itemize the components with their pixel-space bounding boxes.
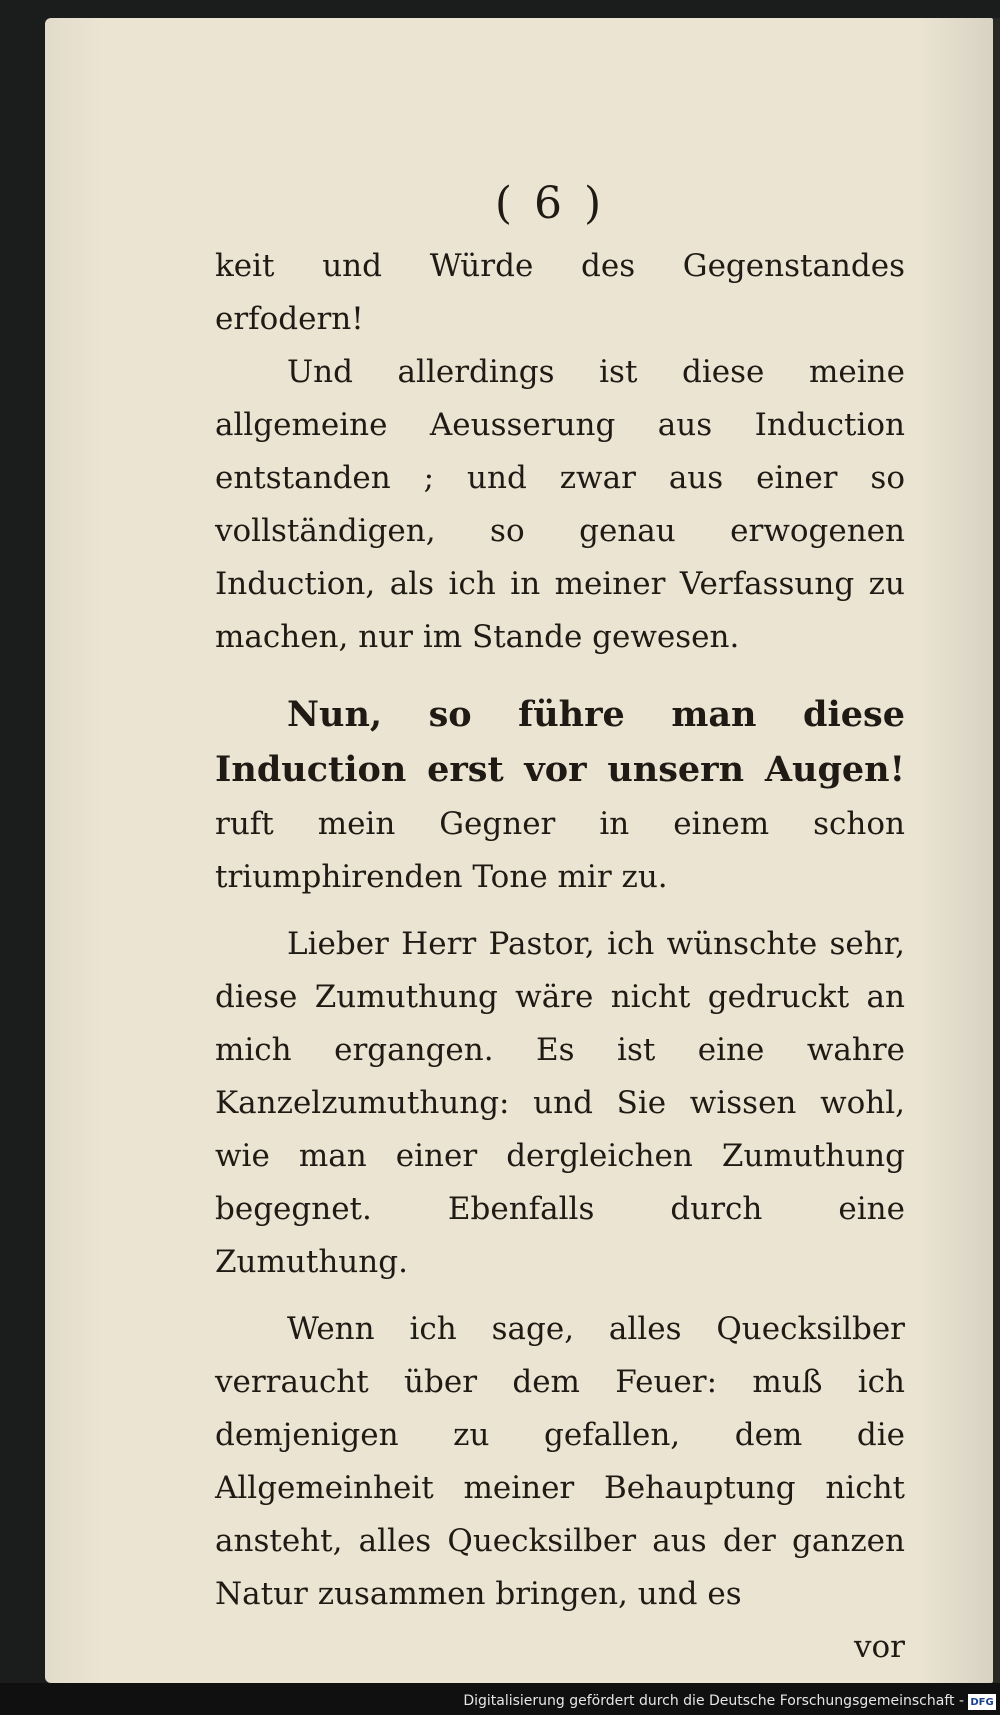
- dfg-logo-icon: DFG: [968, 1694, 996, 1710]
- paragraph-3: [215, 688, 905, 904]
- paragraph-1: keit und Würde des Gegenstandes erfodern!: [215, 248, 905, 337]
- page-edge: [993, 18, 1000, 1683]
- paragraph-3-rest: ruft mein Gegner in einem schon triumphirenden Tone mir zu.: [215, 806, 905, 895]
- emphasized-quote: Nun, so führe man diese Induction erst vor unsern Augen!: [215, 694, 905, 790]
- paragraph-4: Lieber Herr Pastor, ich wünschte sehr, diese Zumuthung wäre nicht gedruckt an mich ergangen. Es ist eine wahre Kanzelzumuthung: und Sie wissen wohl, wie man einer dergleichen Zumuthung begegnet. Ebenfalls durch eine Zumuthung.: [215, 926, 905, 1280]
- footer-credit: Digitalisierung gefördert durch die Deutsche Forschungsgemeinschaft -: [463, 1693, 964, 1709]
- digitization-footer: [0, 1683, 1000, 1715]
- catchword: vor: [854, 1629, 905, 1665]
- page-number: ( 6 ): [494, 178, 606, 229]
- text-block: [215, 240, 905, 1674]
- paragraph-2: Und allerdings ist diese meine allgemeine Aeusserung aus Induction entstanden ; und zwar aus einer so vollständigen, so genau erwogenen Induction, als ich in meiner Verfassung zu machen, nur im Stande gewesen.: [215, 354, 905, 655]
- paragraph-5: Wenn ich sage, alles Quecksilber verraucht über dem Feuer: muß ich demjenigen zu gefallen, dem die Allgemeinheit meiner Behauptung nicht ansteht, alles Quecksilber aus der ganzen Natur zusammen bringen, und es: [215, 1311, 905, 1612]
